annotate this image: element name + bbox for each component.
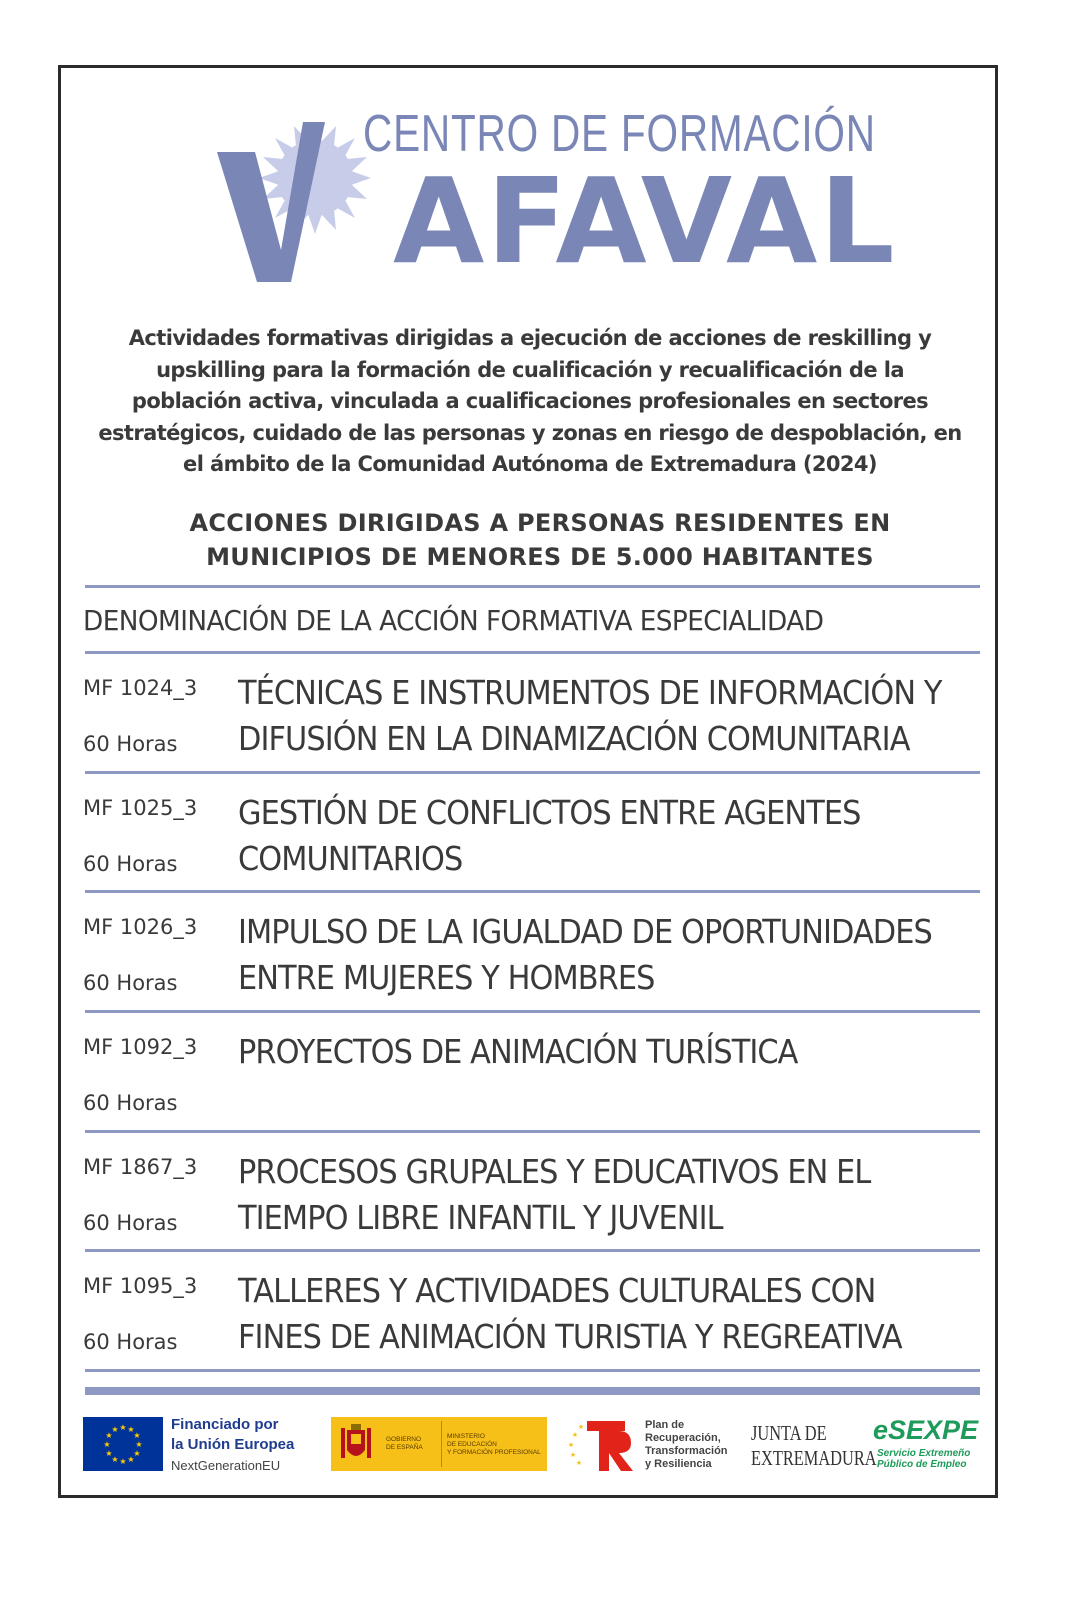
table-row [83,668,983,783]
course-title-line: DIFUSIÓN EN LA DINAMIZACIÓN COMUNITARIA [238,719,910,758]
table-row [83,788,983,903]
intro-paragraph [75,323,985,481]
sexpe-name: SEXPE [888,1415,979,1445]
intro-line: estratégicos, cuidado de las personas y zonas en riesgo de despoblación, en [98,420,962,445]
intro-line: población activa, vinculada a cualificaciones profesionales en sectores [131,389,929,413]
footer-logos [83,1415,983,1475]
svg-text:★: ★ [119,1423,127,1432]
svg-text:★: ★ [567,1441,575,1449]
sexpe-e-icon: e [873,1415,889,1445]
sexpe-sub-line: Público de Empleo [877,1459,967,1470]
course-code: MF 1095_3 [83,1274,198,1298]
target-heading [90,506,990,574]
gob-line: DE ESPAÑA [386,1444,423,1451]
divider-thick [85,1387,980,1395]
course-code: MF 1867_3 [83,1155,198,1179]
table-header: DENOMINACIÓN DE LA ACCIÓN FORMATIVA ESPECIALIDAD [83,604,824,637]
gobierno-espana-logo [331,1417,547,1471]
gob-divider [441,1421,442,1467]
divider [85,890,980,893]
course-code: MF 1092_3 [83,1035,198,1059]
junta-line: EXTREMADURA [751,1446,877,1470]
course-title-line: FINES DE ANIMACIÓN TURISTIA Y REGREATIVA [238,1317,902,1356]
gob-line: MINISTERIO [447,1433,485,1440]
afaval-logo [213,100,897,290]
course-hours: 60 Horas [83,1330,178,1354]
table-row [83,1027,983,1142]
course-hours: 60 Horas [83,1091,178,1115]
sexpe-subtitle [877,1448,970,1470]
sexpe-logo [873,1415,983,1475]
eu-line: NextGenerationEU [171,1458,281,1473]
gob-line: DE EDUCACIÓN [447,1441,497,1448]
course-title [238,1149,937,1241]
divider [85,1249,980,1252]
prtr-icon [567,1415,639,1475]
plan-line: y Resiliencia [645,1458,712,1470]
sexpe-sub-line: Servicio Extremeño [877,1448,971,1459]
table-row [83,1266,983,1381]
course-code: MF 1024_3 [83,676,198,700]
svg-text:★: ★ [575,1459,583,1467]
plan-line: Plan de [645,1419,685,1431]
course-title-line: PROYECTOS DE ANIMACIÓN TURÍSTICA [238,1032,798,1071]
course-code: MF 1025_3 [83,796,198,820]
svg-text:★: ★ [127,1425,135,1434]
svg-text:★: ★ [135,1440,143,1449]
intro-line: Actividades formativas dirigidas a ejecución de acciones de reskilling y [128,326,932,350]
svg-text:★: ★ [133,1449,141,1458]
eu-funding-text [171,1415,294,1477]
course-title-line: TIEMPO LIBRE INFANTIL Y JUVENIL [238,1198,723,1237]
svg-text:★: ★ [105,1431,113,1440]
course-title-line: TÉCNICAS E INSTRUMENTOS DE INFORMACIÓN Y [238,673,942,712]
v-sun-icon [213,100,373,290]
svg-text:★: ★ [577,1423,585,1431]
course-code: MF 1026_3 [83,915,198,939]
course-title [238,1268,937,1360]
plan-recuperacion-logo [567,1415,747,1475]
course-title [238,1029,937,1075]
svg-text:★: ★ [569,1451,577,1459]
ministerio-text [447,1433,541,1457]
divider [85,771,980,774]
gob-line: GOBIERNO [386,1436,422,1443]
plan-text [645,1419,728,1471]
svg-text:★: ★ [571,1431,579,1439]
svg-text:★: ★ [127,1455,135,1464]
svg-text:★: ★ [103,1440,111,1449]
table-row [83,1147,983,1262]
centro-de-formacion-text: CENTRO DE FORMACIÓN [363,105,876,163]
target-line: ACCIONES DIRIGIDAS A PERSONAS RESIDENTES EN [189,509,891,537]
course-hours: 60 Horas [83,1211,178,1235]
divider [85,1130,980,1133]
course-title [238,909,937,1001]
course-title-line: GESTIÓN DE CONFLICTOS ENTRE AGENTES [238,793,861,832]
divider [85,1010,980,1013]
divider [85,585,980,588]
course-hours: 60 Horas [83,732,178,756]
gobierno-text [386,1436,423,1452]
svg-text:★: ★ [133,1431,141,1440]
table-row [83,907,983,1022]
target-line: MUNICIPIOS DE MENORES DE 5.000 HABITANTES [206,543,874,571]
eu-line: la Unión Europea [171,1436,295,1453]
course-title-line: TALLERES Y ACTIVIDADES CULTURALES CON [238,1271,876,1310]
divider [85,651,980,654]
spain-coat-of-arms-icon [339,1422,373,1466]
junta-line: JUNTA DE [751,1421,827,1445]
course-title-line: IMPULSO DE LA IGUALDAD DE OPORTUNIDADES [238,912,932,951]
junta-extremadura-logo [751,1421,877,1471]
course-title-line: COMUNITARIOS [238,839,463,878]
divider [85,1369,980,1372]
course-title-line: PROCESOS GRUPALES Y EDUCATIVOS EN EL [238,1152,871,1191]
sexpe-wordmark [873,1415,978,1446]
course-title-line: ENTRE MUJERES Y HOMBRES [238,958,655,997]
course-title [238,790,937,882]
plan-line: Transformación [645,1445,728,1457]
afaval-title: AFAVAL [393,152,897,290]
eu-flag-icon [83,1417,163,1471]
course-title [238,670,942,762]
plan-line: Recuperación, [645,1432,721,1444]
course-hours: 60 Horas [83,852,178,876]
intro-line: el ámbito de la Comunidad Autónoma de Extremadura (2024) [183,452,877,476]
svg-text:★: ★ [111,1425,119,1434]
eu-line: Financiado por [171,1416,279,1433]
svg-text:★: ★ [105,1449,113,1458]
svg-text:★: ★ [119,1457,127,1466]
gob-line: Y FORMACIÓN PROFESIONAL [447,1449,541,1456]
intro-line: upskilling para la formación de cualificación y recualificación de la [156,357,904,382]
svg-text:★: ★ [111,1455,119,1464]
course-hours: 60 Horas [83,971,178,995]
